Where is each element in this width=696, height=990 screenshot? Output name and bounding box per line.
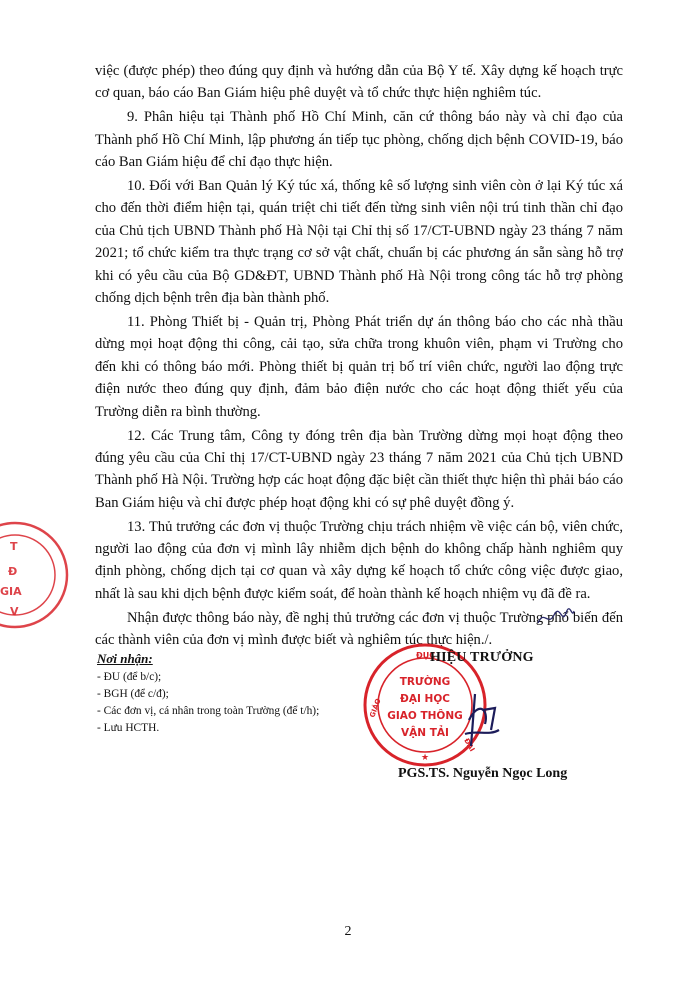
body-paragraph: 9. Phân hiệu tại Thành phố Hồ Chí Minh, căn cứ thông báo này và chỉ đạo của Thành phố Hồ Chí Minh, lập phương án tiếp tục phòng, chống dịch bệnh COVID-19, báo cáo Ban Giám hiệu để chỉ đạo thực hiện. — [95, 109, 623, 171]
body-paragraph: 11. Phòng Thiết bị - Quản trị, Phòng Phát triển dự án thông báo cho các nhà thầu dừng mọi hoạt động thi công, cải tạo, sửa chữa trong khuôn viên, phạm vi Trường cho đến khi có thông báo mới. Phòng thiết bị quản trị bố trí viên chức, người lao động trực điện nước theo đúng quy định, đảm bảo điện nước cho các hoạt động thiết yếu của Trường diễn ra bình thường. — [95, 313, 623, 420]
page-number: 2 — [344, 924, 352, 939]
body-paragraph: 10. Đối với Ban Quản lý Ký túc xá, thống kê số lượng sinh viên còn ở lại Ký túc xá cho đến thời điểm hiện tại, quán triệt chi tiết đến từng sinh viên nội trú tinh thần chỉ đạo của Chủ tịch UBND Thành phố Hà Nội tại Chỉ thị số 17/CT-UBND ngày 23 tháng 7 năm 2021; tổ chức kiểm tra thực trạng cơ sở vật chất, chuẩn bị các phương án sẵn sàng hỗ trợ khi có yêu cầu của Bộ GD&ĐT, UBND Thành phố Hà Nội trong công tác hỗ trợ phòng chống dịch bệnh trên địa bàn thành phố. — [95, 178, 623, 307]
stamp-line-3: GIAO THÔNG — [387, 710, 463, 722]
body-text — [95, 60, 623, 653]
recipient-item: - BGH (để c/đ); — [97, 688, 169, 700]
svg-text:★: ★ — [420, 753, 430, 763]
recipients-heading: Nơi nhận: — [97, 651, 153, 666]
signer-title: HIỆU TRƯỞNG — [430, 650, 534, 665]
recipients-block — [97, 650, 347, 737]
svg-text:GIA: GIA — [0, 585, 22, 598]
stamp-line-4: VẬN TẢI — [401, 727, 449, 739]
stamp-line-2: ĐẠI HỌC — [400, 693, 450, 705]
svg-text:ĐẠI: ĐẠI — [462, 737, 477, 754]
recipient-item: - Các đơn vị, cá nhân trong toàn Trường (để t/h); — [97, 705, 320, 717]
handwritten-signature — [455, 690, 505, 750]
svg-text:V: V — [10, 605, 19, 618]
recipient-item: - ĐU (để b/c); — [97, 671, 162, 683]
stamp-line-1: TRƯỜNG — [399, 676, 451, 688]
svg-text:T: T — [10, 540, 18, 553]
body-paragraph: 12. Các Trung tâm, Công ty đóng trên địa bàn Trường dừng mọi hoạt động theo đúng yêu cầu của Chỉ thị 17/CT-UBND ngày 23 tháng 7 năm 2021 của Chủ tịch UBND Thành phố Hà Nội. Trường hợp các hoạt động đặc biệt cần thiết thực hiện thì phải báo cáo Ban Giám hiệu và chỉ được phép hoạt động khi có sự phê duyệt đồng ý. — [95, 427, 623, 511]
initial-scribble — [536, 605, 576, 630]
svg-text:GIÁO: GIÁO — [368, 697, 383, 719]
svg-text:ĐỤC: ĐỤC — [416, 651, 436, 660]
signer-name: PGS.TS. Nguyễn Ngọc Long — [398, 766, 568, 781]
body-paragraph: việc (được phép) theo đúng quy định và hướng dẫn của Bộ Y tế. Xây dựng kế hoạch trực cơ quan, báo cáo Ban Giám hiệu phê duyệt và tổ chức thực hiện nghiêm túc. — [95, 63, 623, 102]
body-paragraph: Nhận được thông báo này, đề nghị thủ trưởng các đơn vị thuộc Trường phổ biến đến các thành viên của đơn vị mình được biết và nghiêm túc thực hiện./. — [95, 609, 623, 649]
margin-stamp-partial — [0, 520, 70, 630]
body-paragraph: 13. Thủ trưởng các đơn vị thuộc Trường chịu trách nhiệm về việc cán bộ, viên chức, người lao động của đơn vị mình lây nhiễm dịch bệnh do không chấp hành nghiêm quy định phòng, chống dịch tại cơ quan và xây dựng kế hoạch tổ chức công việc được giao, nhất là sau khi dịch bệnh được kiểm soát, để hoàn thành kế hoạch nhiệm vụ đã đề ra. — [95, 518, 623, 602]
svg-text:Đ: Đ — [8, 565, 18, 578]
recipient-item: - Lưu HCTH. — [97, 722, 160, 734]
